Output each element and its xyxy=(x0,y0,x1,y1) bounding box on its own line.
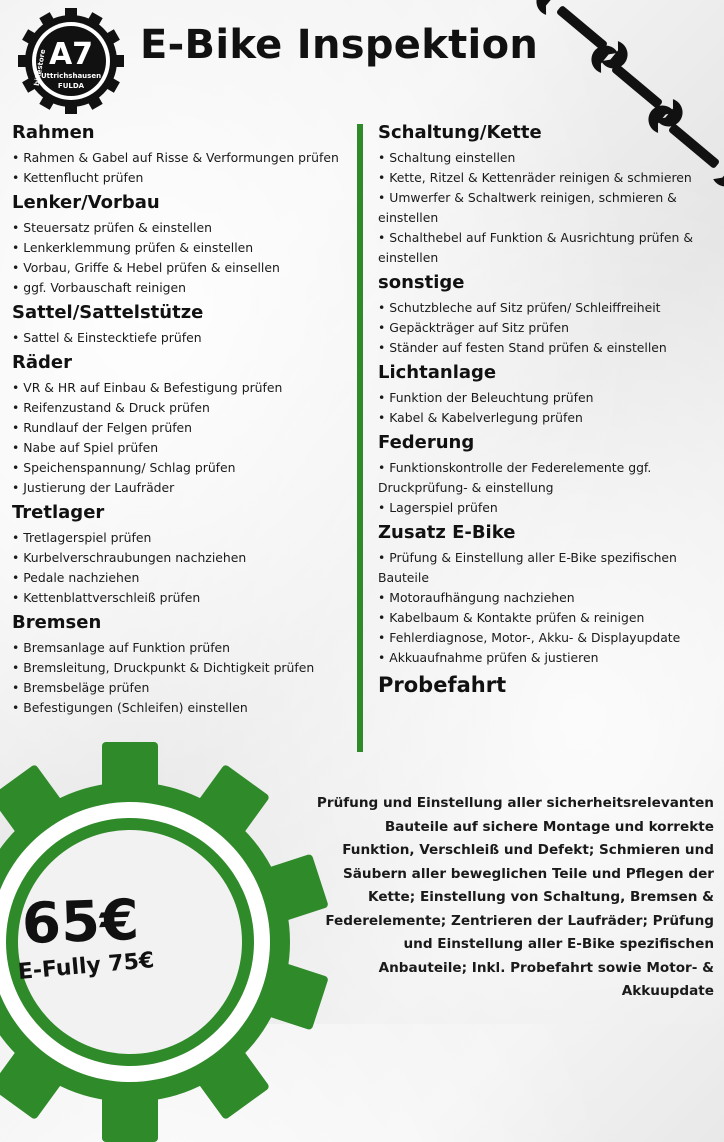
column-divider xyxy=(357,124,363,752)
checklist-item: • Rundlauf der Felgen prüfen xyxy=(12,418,342,438)
checklist-item: • Lagerspiel prüfen xyxy=(378,498,708,518)
section-heading: Räder xyxy=(12,352,72,373)
checklist-item: • Bremsleitung, Druckpunkt & Dichtigkeit prüfen xyxy=(12,658,342,678)
checklist-item: • Akkuaufnahme prüfen & justieren xyxy=(378,648,708,668)
checklist-item: • Tretlagerspiel prüfen xyxy=(12,528,342,548)
checklist-section xyxy=(12,498,342,608)
section-heading: Federung xyxy=(378,432,475,453)
checklist-item: • Lenkerklemmung prüfen & einstellen xyxy=(12,238,342,258)
checklist-section xyxy=(12,348,342,498)
checklist-item: • Kette, Ritzel & Kettenräder reinigen & schmieren xyxy=(378,168,708,188)
checklist-item: • Reifenzustand & Druck prüfen xyxy=(12,398,342,418)
checklist-item: • Funktionskontrolle der Federelemente ggf. Druckprüfung- & einstellung xyxy=(378,458,708,498)
checklist-item: • Justierung der Laufräder xyxy=(12,478,342,498)
checklist-section xyxy=(12,608,342,718)
bikestore-logo xyxy=(18,8,124,114)
price-main: 65€ xyxy=(20,887,141,958)
checklist-item: • Schutzbleche auf Sitz prüfen/ Schleiffreiheit xyxy=(378,298,708,318)
checklist-item: • Sattel & Einstecktiefe prüfen xyxy=(12,328,342,348)
checklist-section xyxy=(12,298,342,348)
section-heading: Tretlager xyxy=(12,502,105,523)
checklist-item: • Prüfung & Einstellung aller E-Bike spezifischen Bauteile xyxy=(378,548,708,588)
section-heading: Lenker/Vorbau xyxy=(12,192,160,213)
checklist-item: • Vorbau, Griffe & Hebel prüfen & einsellen xyxy=(12,258,342,278)
checklist xyxy=(12,378,342,498)
checklist-item: • Fehlerdiagnose, Motor-, Akku- & Displayupdate xyxy=(378,628,708,648)
page-title: E-Bike Inspektion xyxy=(140,22,539,68)
checklist-item: • Nabe auf Spiel prüfen xyxy=(12,438,342,458)
checklist-item: • Motoraufhängung nachziehen xyxy=(378,588,708,608)
checklist-item: • Rahmen & Gabel auf Risse & Verformungen prüfen xyxy=(12,148,342,168)
checklist-section xyxy=(378,518,708,668)
checklist-item: • Pedale nachziehen xyxy=(12,568,342,588)
checklist-item: • Bremsanlage auf Funktion prüfen xyxy=(12,638,342,658)
checklist-section xyxy=(12,188,342,298)
checklist-item: • Bremsbeläge prüfen xyxy=(12,678,342,698)
checklist xyxy=(12,328,342,348)
service-description: Prüfung und Einstellung aller sicherheitsrelevanten Bauteile auf sichere Montage und korrekte Funktion, Verschleiß und Defekt; Schmieren und Säubern aller beweglichen Teile und Pflegen der Kette; Einstellung von Schaltung, Bremsen & Federelemente; Zentrieren der Laufräder; Prüfung und Einstellung aller E-Bike spezifischen Anbauteile; Inkl. Probefahrt sowie Motor- & Akkuupdate xyxy=(316,795,714,999)
checklist xyxy=(12,638,342,718)
logo-line1: Uttrichshausen xyxy=(40,72,102,80)
checklist xyxy=(378,298,708,358)
checklist-item: • VR & HR auf Einbau & Befestigung prüfen xyxy=(12,378,342,398)
checklist xyxy=(378,148,708,268)
section-heading: Bremsen xyxy=(12,612,102,633)
checklist xyxy=(378,388,708,428)
probefahrt-heading: Probefahrt xyxy=(378,673,507,697)
checklist xyxy=(12,148,342,188)
checklist-item: • Speichenspannung/ Schlag prüfen xyxy=(12,458,342,478)
checklist-item: • Funktion der Beleuchtung prüfen xyxy=(378,388,708,408)
checklist xyxy=(12,528,342,608)
logo-initials: A7 xyxy=(48,37,94,72)
checklist-section xyxy=(378,268,708,358)
checklist-section xyxy=(378,118,708,268)
checklist-item: • Gepäckträger auf Sitz prüfen xyxy=(378,318,708,338)
checklist-item: • Schaltung einstellen xyxy=(378,148,708,168)
checklist-item: • Umwerfer & Schaltwerk reinigen, schmieren & einstellen xyxy=(378,188,708,228)
checklist-item: • Kettenblattverschleiß prüfen xyxy=(12,588,342,608)
section-heading: sonstige xyxy=(378,272,465,293)
checklist-item: • Schalthebel auf Funktion & Ausrichtung prüfen & einstellen xyxy=(378,228,708,268)
wrench-icon xyxy=(534,0,633,74)
checklist xyxy=(378,548,708,668)
left-column xyxy=(12,118,342,718)
checklist-section xyxy=(378,358,708,428)
checklist-item: • ggf. Vorbauschaft reinigen xyxy=(12,278,342,298)
checklist-item: • Ständer auf festen Stand prüfen & einstellen xyxy=(378,338,708,358)
right-column xyxy=(378,118,708,702)
checklist-item: • Kabel & Kabelverlegung prüfen xyxy=(378,408,708,428)
logo-side-text: bikestore xyxy=(32,48,48,87)
checklist xyxy=(12,218,342,298)
checklist-item: • Kabelbaum & Kontakte prüfen & reinigen xyxy=(378,608,708,628)
logo-line2: FULDA xyxy=(57,82,85,90)
section-heading: Sattel/Sattelstütze xyxy=(12,302,204,323)
checklist-section xyxy=(378,428,708,518)
section-heading: Lichtanlage xyxy=(378,362,497,383)
checklist xyxy=(378,458,708,518)
section-heading: Schaltung/Kette xyxy=(378,122,542,143)
checklist-item: • Kurbelverschraubungen nachziehen xyxy=(12,548,342,568)
checklist-item: • Befestigungen (Schleifen) einstellen xyxy=(12,698,342,718)
section-heading: Rahmen xyxy=(12,122,95,143)
section-heading: Zusatz E-Bike xyxy=(378,522,516,543)
checklist-section xyxy=(12,118,342,188)
price-efully: E-Fully 75€ xyxy=(16,948,156,985)
checklist-item: • Steuersatz prüfen & einstellen xyxy=(12,218,342,238)
checklist-item: • Kettenflucht prüfen xyxy=(12,168,342,188)
